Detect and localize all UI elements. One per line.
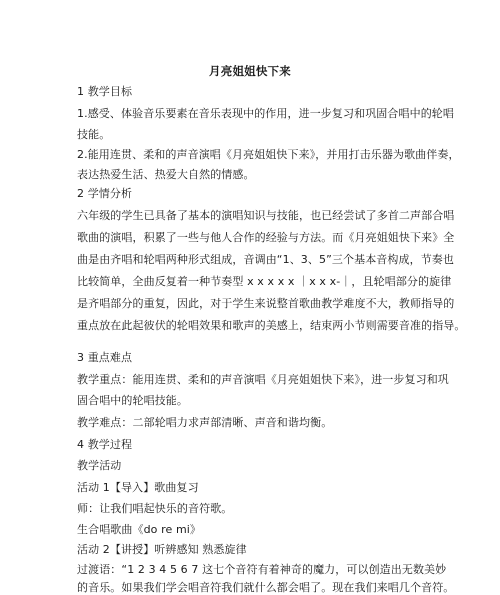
key-point-line-2: 固合唱中的轮唱技能。 (77, 394, 188, 407)
analysis-line-3: 曲是由齐唱和轮唱两种形式组成，音调由“1、3、5”三个基本音构成，节奏也 (77, 253, 454, 266)
teacher-line: 师：让我们唱起快乐的音符歌。 (77, 502, 233, 515)
goal-1-line-2: 技能。 (77, 128, 111, 141)
analysis-line-4: 比较简单，全曲反复着一种节奏型 x x x x x ｜x x x-｜，且轮唱部分的旋律 (77, 275, 452, 288)
goal-1-line-1: 1.感受、体验音乐要素在音乐表现中的作用，进一步复习和巩固合唱中的轮唱 (77, 107, 454, 120)
goal-2-line-1: 2.能用连贯、柔和的声音演唱《月亮姐姐快下来》，并用打击乐器为歌曲伴奏， (77, 148, 460, 161)
difficult-point-line: 教学难点：二部轮唱力求声部清晰、声音和谐均衡。 (77, 416, 333, 429)
transition-line-2: 的音乐。如果我们学会唱音符我们就什么都会唱了。现在我们来唱几个音符。 (77, 581, 455, 594)
analysis-line-5: 是齐唱部分的重复，因此，对于学生来说整首歌曲教学难度不大，教师指导的 (77, 297, 455, 310)
student-line: 生合唱歌曲《do re mi》 (77, 523, 202, 536)
heading-teaching-process: 4 教学过程 (77, 438, 133, 451)
activity-1-heading: 活动 1【导入】歌曲复习 (77, 481, 199, 494)
heading-teaching-goals: 1 教学目标 (77, 85, 133, 98)
heading-student-analysis: 2 学情分析 (77, 187, 133, 200)
heading-key-difficult-points: 3 重点难点 (77, 351, 133, 364)
key-point-line-1: 教学重点：能用连贯、柔和的声音演唱《月亮姐姐快下来》，进一步复习和巩 (77, 373, 449, 386)
document-title: 月亮姐姐快下来 (209, 64, 291, 78)
analysis-line-1: 六年级的学生已具备了基本的演唱知识与技能，也已经尝试了多首二声部合唱 (77, 209, 455, 222)
analysis-line-2: 歌曲的演唱，积累了一些与他人合作的经验与方法。而《月亮姐姐快下来》全 (77, 231, 455, 244)
analysis-line-6: 重点放在此起彼伏的轮唱效果和歌声的美感上，结束两小节则需要音准的指导。 (77, 319, 466, 332)
activity-2-heading: 活动 2【讲授】听辨感知 熟悉旋律 (77, 543, 247, 556)
teaching-activities-label: 教学活动 (77, 459, 122, 472)
transition-line-1: 过渡语：“1 2 3 4 5 6 7 这七个音符有着神奇的魔力，可以创造出无数美妙 (77, 563, 447, 576)
goal-2-line-2: 表达热爱生活、热爱大自然的情感。 (77, 168, 255, 181)
